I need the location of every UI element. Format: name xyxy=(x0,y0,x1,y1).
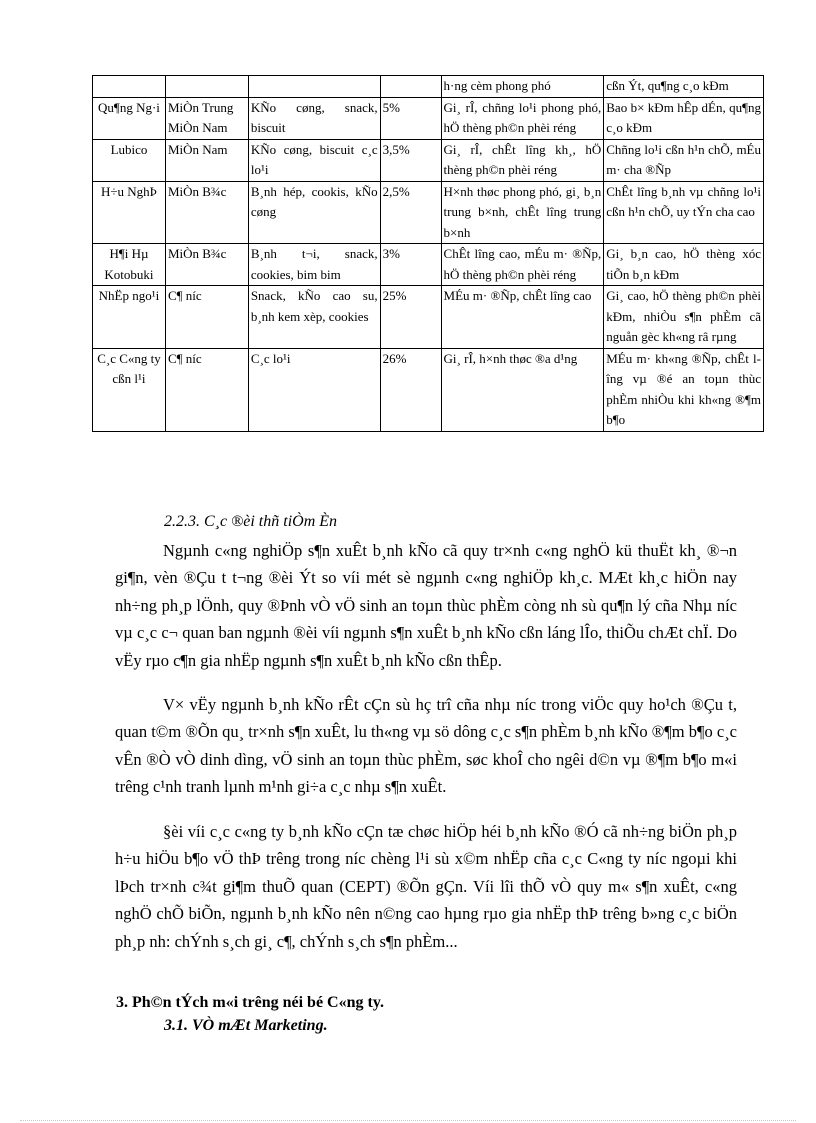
cell-products: B¸nh hép, cookis, kÑo cøng xyxy=(248,181,380,244)
table-row xyxy=(93,244,764,286)
cell-weaknesses: Gi¸ cao, hÖ thèng ph©n phèi kÐm, nhiÒu s¶n phÈm cã nguån gèc kh«ng râ rµng xyxy=(604,286,764,349)
table-row xyxy=(93,76,764,98)
table-row xyxy=(93,181,764,244)
cell-products xyxy=(248,76,380,98)
cell-company: H÷u NghÞ xyxy=(93,181,166,244)
table-row xyxy=(93,286,764,349)
paragraph: Ngµnh c«ng nghiÖp s¶n xuÊt b¸nh kÑo cã quy tr×nh c«ng nghÖ kü thuËt kh¸ ®¬n gi¶n, vèn ®Çu t t¬ng ®èi Ýt so víi mét sè ngµnh c«ng nghiÖp kh¸c. MÆt kh¸c hiÖn nay nh÷ng ph¸p lÖnh, quy ®Þnh vÒ vÖ sinh an toµn thùc phÈm còng nh sù qu¶n lý cña Nhµ níc vµ c¸c c¬ quan ban ngµnh ®èi víi ngµnh s¶n xuÊt b¸nh kÑo cßn láng lÎo, thiÕu chÆt chÏ. Do vËy rµo c¶n gia nhËp ngµnh s¶n xuÊt b¸nh kÑo cßn thÊp. xyxy=(115,541,737,670)
table-row xyxy=(93,139,764,181)
cell-strengths: ChÊt lîng cao, mÉu m· ®Ñp, hÖ thèng ph©n phèi réng xyxy=(441,244,604,286)
cell-products: Snack, kÑo cao su, b¸nh kem xèp, cookies xyxy=(248,286,380,349)
section-heading-internal-environment: 3. Ph©n tÝch m«i trêng néi bé C«ng ty. xyxy=(116,994,384,1011)
cell-weaknesses: cßn Ýt, qu¶ng c¸o kÐm xyxy=(604,76,764,98)
cell-weaknesses: Bao b× kÐm hÊp dÉn, qu¶ng c¸o kÐm xyxy=(604,97,764,139)
paragraph: V× vËy ngµnh b¸nh kÑo rÊt cÇn sù hç trî cña nhµ níc trong viÖc quy ho¹ch ®Çu t, quan t©m ®Õn qu¸ tr×nh s¶n xuÊt, lu th«ng vµ sö dông c¸c s¶n phÈm b¸nh kÑo ®¶m b¶o c¸c vÊn ®Ò vÒ dinh dìng, vÖ sinh an toµn thùc phÈm, søc khoÎ cho ngêi d©n vµ ®¶m b¶o m«i trêng c¹nh tranh lµnh m¹nh gi÷a c¸c nhµ s¶n xuÊt. xyxy=(115,695,737,797)
competitor-table xyxy=(92,75,764,432)
cell-strengths: MÉu m· ®Ñp, chÊt lîng cao xyxy=(441,286,604,349)
cell-region: C¶ níc xyxy=(165,348,248,431)
section-heading-potential-competitors: 2.2.3. C¸c ®èi thñ tiÒm Èn xyxy=(164,513,338,530)
cell-region: C¶ níc xyxy=(165,286,248,349)
cell-strengths: H×nh thøc phong phó, gi¸ b¸n trung b×nh, chÊt lîng trung b×nh xyxy=(441,181,604,244)
cell-region xyxy=(165,76,248,98)
cell-company: Qu¶ng Ng·i xyxy=(93,97,166,139)
cell-products: C¸c lo¹i xyxy=(248,348,380,431)
cell-weaknesses: Gi¸ b¸n cao, hÖ thèng xóc tiÕn b¸n kÐm xyxy=(604,244,764,286)
cell-share: 26% xyxy=(380,348,441,431)
cell-strengths: Gi¸ rÎ, chñng lo¹i phong phó, hÖ thèng ph©n phèi réng xyxy=(441,97,604,139)
cell-strengths: Gi¸ rÎ, h×nh thøc ®a d¹ng xyxy=(441,348,604,431)
cell-weaknesses: Chñng lo¹i cßn h¹n chÕ, mÉu m· cha ®Ñp xyxy=(604,139,764,181)
cell-strengths: Gi¸ rÎ, chÊt lîng kh¸, hÖ thèng ph©n phèi réng xyxy=(441,139,604,181)
cell-weaknesses: MÉu m· kh«ng ®Ñp, chÊt lîng vµ ®é an toµn thùc phÈm nhiÒu khi kh«ng ®¶m b¶o xyxy=(604,348,764,431)
cell-weaknesses: ChÊt lîng b¸nh vµ chñng lo¹i cßn h¹n chÕ, uy tÝn cha cao xyxy=(604,181,764,244)
page-bottom-divider xyxy=(20,1120,796,1121)
cell-strengths: h·ng cèm phong phó xyxy=(441,76,604,98)
cell-company: NhËp ngo¹i xyxy=(93,286,166,349)
cell-region: MiÒn Nam xyxy=(165,139,248,181)
table-row xyxy=(93,348,764,431)
cell-share: 3,5% xyxy=(380,139,441,181)
subsection-heading-marketing: 3.1. VÒ mÆt Marketing. xyxy=(164,1017,328,1034)
cell-share: 2,5% xyxy=(380,181,441,244)
paragraph: §èi víi c¸c c«ng ty b¸nh kÑo cÇn tæ chøc hiÖp héi b¸nh kÑo ®Ó cã nh÷ng biÖn ph¸p h÷u hiÖu b¶o vÖ thÞ trêng trong níc chèng l¹i sù x©m nhËp cña c¸c C«ng ty níc ngoµi khi lÞch tr×nh c¾t gi¶m thuÕ quan (CEPT) ®Õn gÇn. Víi lîi thÕ vÒ quy m« s¶n xuÊt, c«ng nghÖ chÕ biÕn, ngµnh b¸nh kÑo nên n©ng cao hµng rµo gia nhËp thÞ trêng b»ng c¸c biÖn ph¸p nh: chÝnh s¸ch gi¸ c¶, chÝnh s¸ch s¶n phÈm... xyxy=(115,822,737,951)
cell-region: MiÒn Trung MiÒn Nam xyxy=(165,97,248,139)
cell-company: Lubico xyxy=(93,139,166,181)
table-row xyxy=(93,97,764,139)
cell-company xyxy=(93,76,166,98)
cell-company: C¸c C«ng ty cßn l¹i xyxy=(93,348,166,431)
cell-share: 5% xyxy=(380,97,441,139)
cell-company: H¶i Hµ Kotobuki xyxy=(93,244,166,286)
cell-share xyxy=(380,76,441,98)
cell-products: B¸nh t¬i, snack, cookies, bim bim xyxy=(248,244,380,286)
cell-products: KÑo cøng, snack, biscuit xyxy=(248,97,380,139)
cell-products: KÑo cøng, biscuit c¸c lo¹i xyxy=(248,139,380,181)
cell-region: MiÒn B¾c xyxy=(165,181,248,244)
cell-share: 3% xyxy=(380,244,441,286)
cell-share: 25% xyxy=(380,286,441,349)
cell-region: MiÒn B¾c xyxy=(165,244,248,286)
